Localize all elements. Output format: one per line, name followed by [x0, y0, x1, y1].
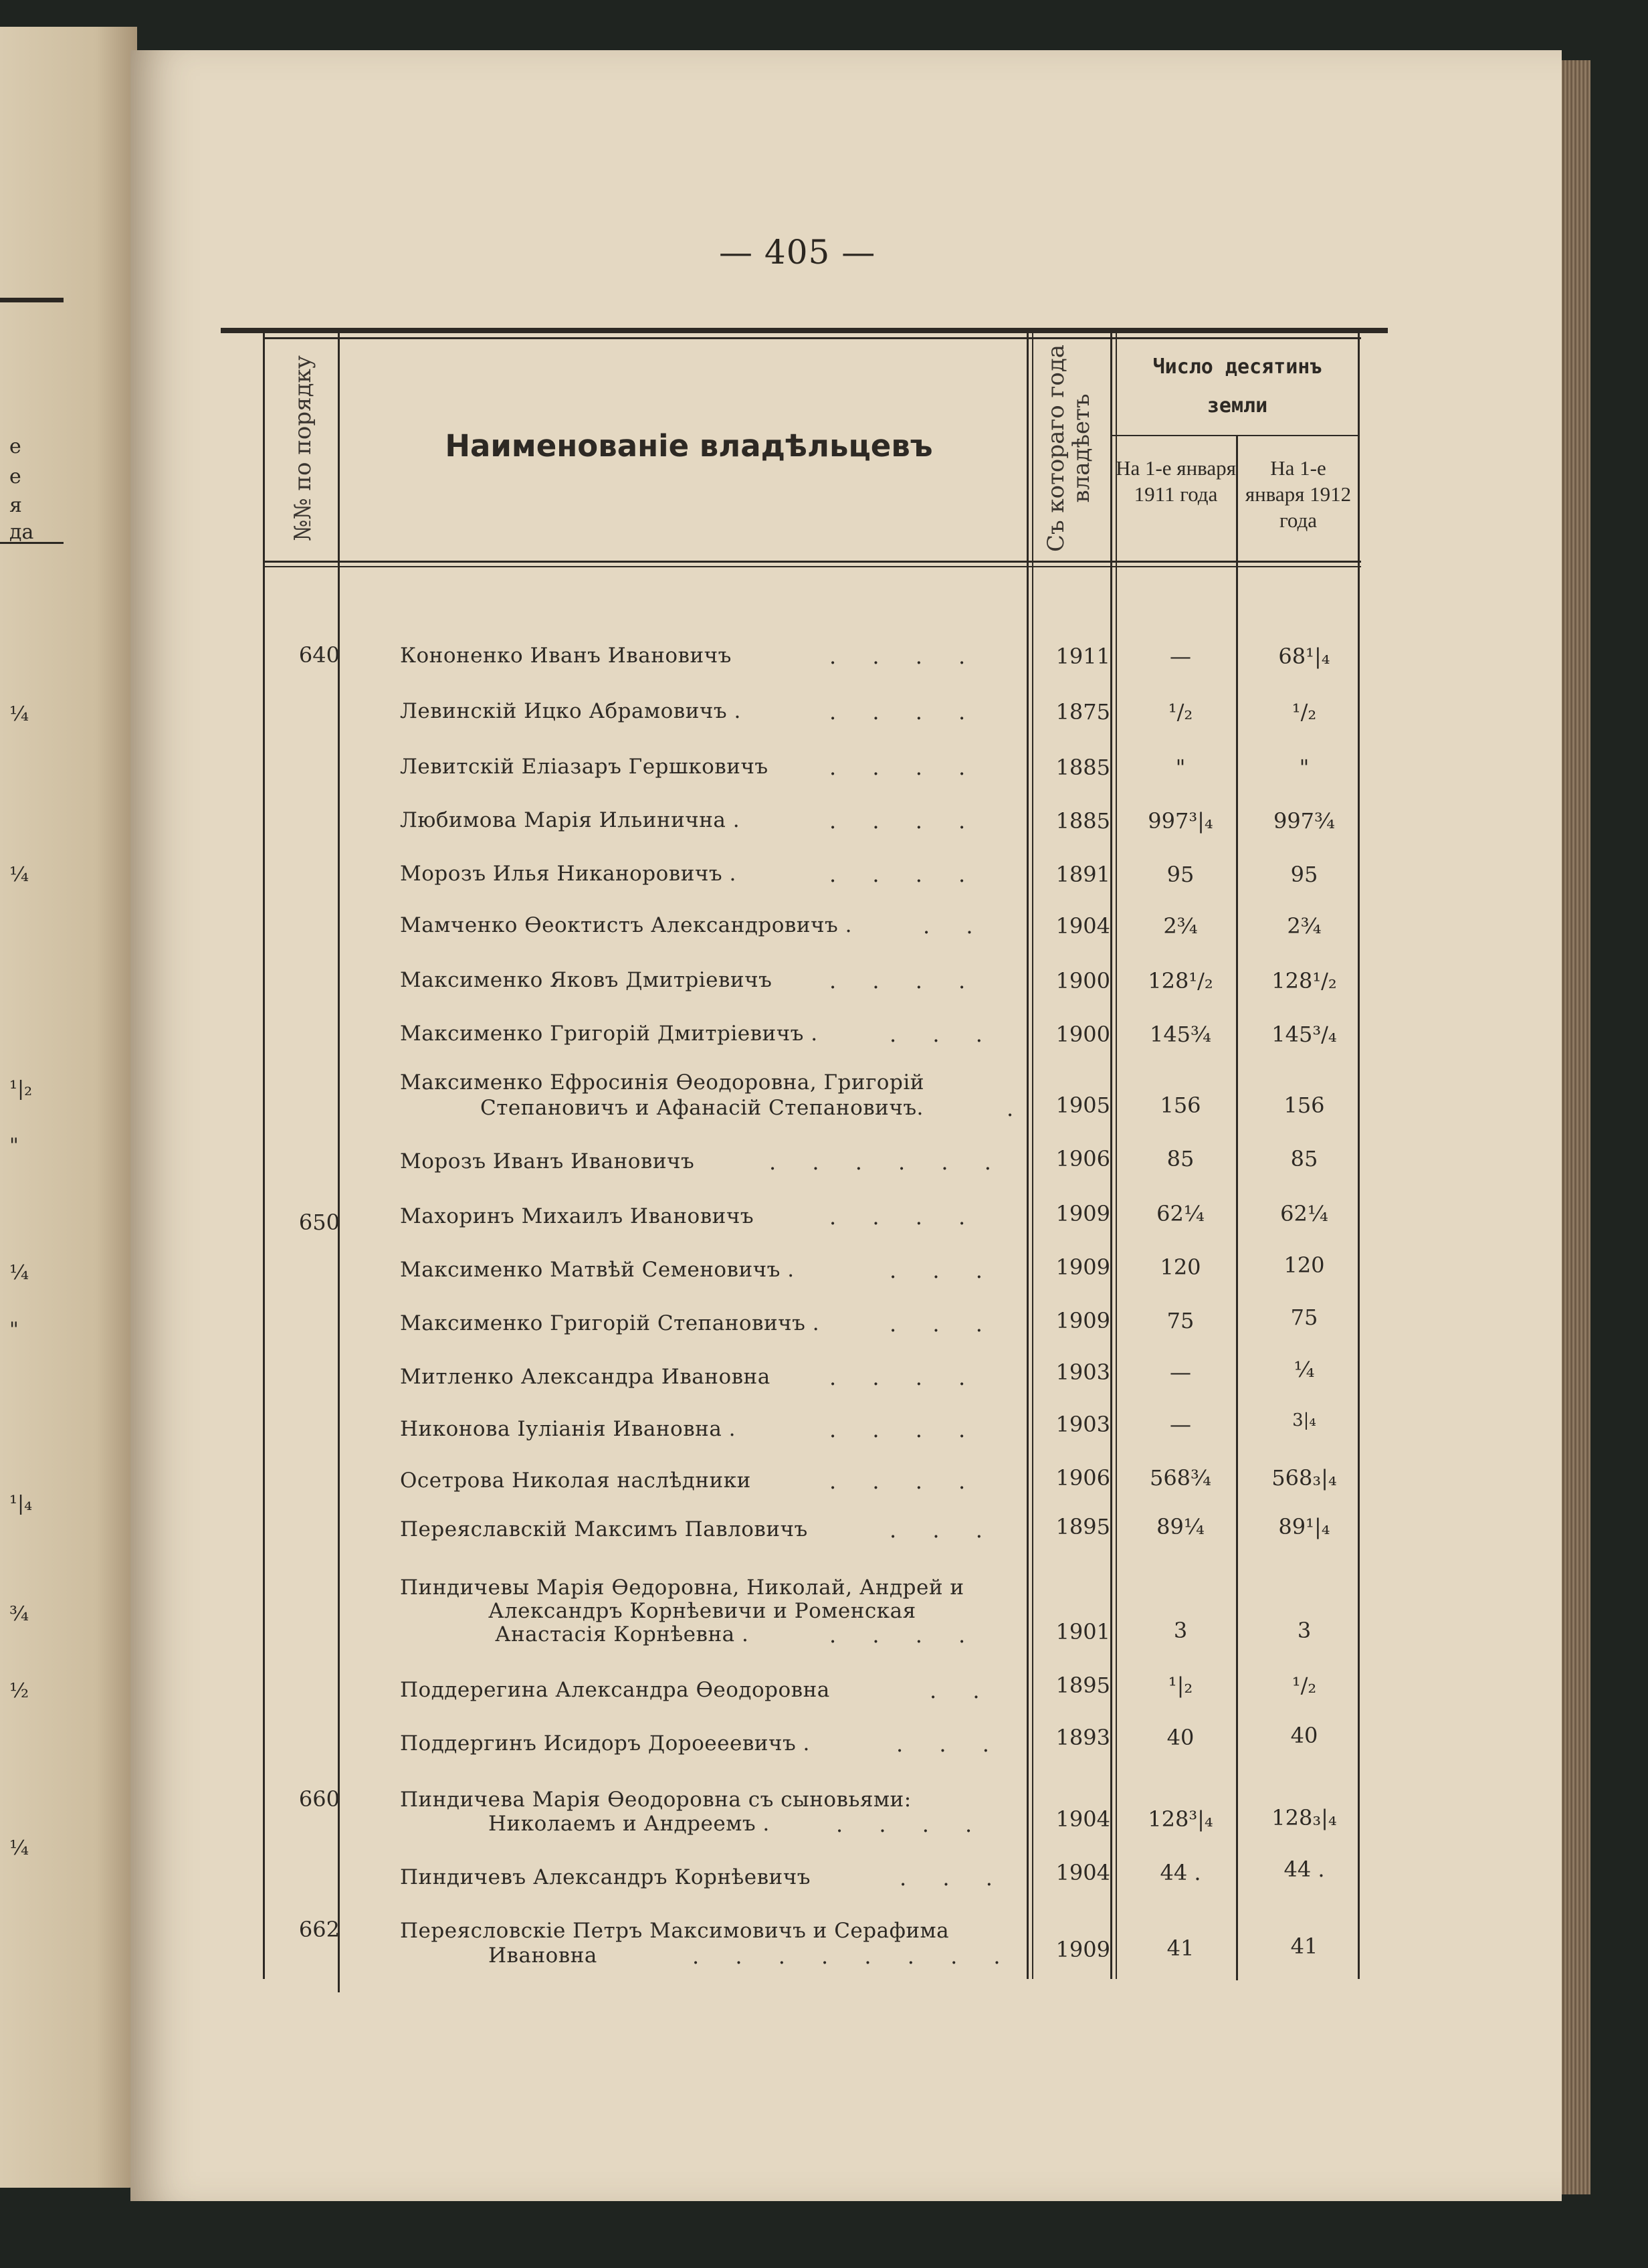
owner-name-continuation: Ивановна — [488, 1944, 597, 1968]
leader-dots: . . . . — [829, 1469, 981, 1494]
year-since: 1909 — [1055, 1308, 1110, 1333]
year-since: 1885 — [1055, 755, 1110, 780]
owner-name: Максименко Григорій Степановичъ . — [400, 1311, 820, 1335]
land-1912: " — [1299, 755, 1310, 780]
land-1911: 568¾ — [1149, 1465, 1212, 1491]
owner-name: Любимова Марія Ильинична . — [400, 808, 740, 832]
page-stack-edge — [1558, 60, 1590, 2194]
leader-dots: . . . — [900, 1865, 1007, 1891]
year-since: 1906 — [1055, 1146, 1110, 1171]
land-1912: ¼ — [1294, 1357, 1315, 1382]
left-page-fragment: ¹|₄ — [9, 1492, 33, 1515]
owner-name: Переясловскіе Петръ Максимовичъ и Серафима — [400, 1919, 950, 1943]
header-number: №№ по порядку — [290, 355, 316, 541]
left-page-fragment: " — [9, 1318, 19, 1341]
leader-dots: . . . . — [829, 1365, 981, 1390]
left-page-rule — [0, 298, 64, 302]
table-left-border — [263, 333, 265, 1979]
leader-dots: . . — [923, 913, 988, 939]
land-1911: ¹/₂ — [1168, 699, 1193, 725]
left-page-fragment: я — [9, 494, 22, 517]
leader-dots: . — [1007, 1096, 1029, 1121]
year-since: 1903 — [1055, 1412, 1110, 1437]
land-1911: 156 — [1160, 1093, 1201, 1118]
owner-name: Морозъ Иванъ Ивановичъ — [400, 1149, 695, 1173]
leader-dots: . . . . . . — [769, 1149, 1006, 1175]
land-1911: 128³|₄ — [1148, 1806, 1213, 1832]
left-page-fragment: ¼ — [9, 702, 29, 726]
land-1912: ¹/₂ — [1292, 699, 1317, 725]
leader-dots: . . . . — [829, 755, 981, 780]
land-1911: — — [1170, 1412, 1191, 1437]
header-bottom-rule — [264, 561, 1361, 563]
land-1912: 3|₄ — [1292, 1410, 1316, 1430]
year-since: 1906 — [1055, 1465, 1110, 1491]
year-since: 1909 — [1055, 1201, 1110, 1226]
land-1912: 120 — [1283, 1252, 1325, 1278]
row-number: 650 — [298, 1210, 340, 1235]
owner-name: Пиндичевъ Александръ Корнѣевичъ — [400, 1865, 811, 1889]
owner-name: Максименко Григорій Дмитріевичъ . — [400, 1022, 818, 1046]
owner-name: Мамченко Өеоктистъ Александровичъ . — [400, 913, 852, 937]
leader-dots: . . . . — [829, 1622, 981, 1648]
year-since: 1903 — [1055, 1359, 1110, 1385]
year-since: 1895 — [1055, 1673, 1110, 1698]
owner-name: Максименко Матвѣй Семеновичъ . — [400, 1258, 795, 1282]
land-1911: 75 — [1166, 1308, 1195, 1333]
land-1911: 44 . — [1160, 1860, 1201, 1885]
land-1912: 3 — [1297, 1618, 1312, 1643]
left-page-fragment: е — [9, 465, 21, 488]
land-1912: 997¾ — [1273, 808, 1336, 834]
owner-name: Морозъ Илья Никаноровичъ . — [400, 862, 736, 886]
owner-name: Переяславскій Максимъ Павловичъ — [400, 1517, 808, 1541]
land-1912: 128₃|₄ — [1271, 1805, 1337, 1830]
land-1911: 120 — [1160, 1254, 1201, 1280]
header-bottom-rule-thin — [264, 566, 1361, 567]
leader-dots: . . . . . . . . — [692, 1944, 1015, 1969]
owner-name: Максименко Ефросинія Өеодоровна, Григорій — [400, 1070, 924, 1095]
leader-dots: . . . — [890, 1022, 997, 1047]
leader-dots: . . . — [896, 1731, 1004, 1757]
land-1911: — — [1170, 1359, 1191, 1385]
table-top-rule — [221, 328, 1388, 333]
row-number: 640 — [298, 642, 340, 668]
owner-name: Пиндичева Марія Өеодоровна съ сыновьями: — [400, 1788, 912, 1812]
land-1911: 145¾ — [1149, 1022, 1212, 1047]
year-since: 1895 — [1055, 1514, 1110, 1539]
land-1912: 145³/₄ — [1271, 1022, 1337, 1047]
owner-name: Поддерегина Александра Өеодоровна — [400, 1678, 830, 1702]
owner-name: Никонова Іуліанія Ивановна . — [400, 1417, 736, 1441]
year-since: 1905 — [1055, 1093, 1110, 1118]
land-1911: 40 — [1166, 1725, 1195, 1750]
land-1912: 568₃|₄ — [1271, 1465, 1337, 1491]
owner-name-continuation: Александръ Корнѣевичи и Роменская — [488, 1599, 916, 1623]
left-page-fragment: ¾ — [9, 1602, 29, 1626]
year-since: 1885 — [1055, 808, 1110, 834]
year-since: 1911 — [1055, 644, 1110, 669]
owner-name: Осетрова Николая наслѣдники — [400, 1469, 751, 1493]
year-since: 1893 — [1055, 1725, 1110, 1750]
year-since: 1904 — [1055, 913, 1110, 939]
year-since: 1904 — [1055, 1806, 1110, 1832]
year-since: 1900 — [1055, 1022, 1110, 1047]
owner-name: Левинскій Ицко Абрамовичъ . — [400, 699, 741, 723]
owner-name-continuation: Степановичъ и Афанасій Степановичъ. — [480, 1096, 924, 1120]
leader-dots: . . . . — [829, 699, 981, 725]
land-1912: 89¹|₄ — [1278, 1514, 1330, 1539]
column-rule-name-double — [1032, 333, 1033, 1979]
left-page-fragment: да — [9, 521, 34, 544]
year-since: 1891 — [1055, 862, 1110, 887]
land-1912: 85 — [1290, 1146, 1318, 1171]
owner-name: Левитскій Еліазаръ Гершковичъ — [400, 755, 768, 779]
leader-dots: . . . . — [829, 968, 981, 994]
land-1911: 85 — [1166, 1146, 1195, 1171]
land-1911: 128¹/₂ — [1148, 968, 1213, 994]
table-top-rule-thin — [264, 337, 1361, 339]
owner-name: Максименко Яковъ Дмитріевичъ — [400, 968, 772, 992]
column-rule-year — [1110, 333, 1112, 1979]
leader-dots: . . . . — [829, 644, 981, 669]
year-since: 1909 — [1055, 1254, 1110, 1280]
left-page-fragment: " — [9, 1134, 19, 1157]
left-page-fragment: ¼ — [9, 1836, 29, 1860]
land-1912: 95 — [1290, 862, 1318, 887]
leader-dots: . . . . — [829, 862, 981, 887]
leader-dots: . . . — [890, 1258, 997, 1283]
land-1912: 44 . — [1283, 1857, 1325, 1882]
land-1912: 62¼ — [1280, 1201, 1328, 1226]
leader-dots: . . . . — [829, 808, 981, 834]
land-1912: 2¾ — [1287, 913, 1322, 939]
leader-dots: . . . — [890, 1311, 997, 1337]
leader-dots: . . . . — [836, 1812, 987, 1837]
page-number: — 405 — — [719, 233, 876, 272]
land-1911: 62¼ — [1156, 1201, 1205, 1226]
land-1912: 75 — [1290, 1305, 1318, 1330]
leader-dots: . . . . — [829, 1417, 981, 1442]
land-1912: 156 — [1283, 1093, 1325, 1118]
land-1911: 89¼ — [1156, 1514, 1205, 1539]
land-1912: 68¹|₄ — [1278, 644, 1330, 669]
land-1911: 997³|₄ — [1148, 808, 1213, 834]
row-number: 662 — [298, 1917, 340, 1942]
owner-name: Пиндичевы Марія Өедоровна, Николай, Андрей и — [400, 1576, 964, 1600]
header-land-group: Число десятинъ земли — [1152, 355, 1322, 417]
owner-name: Махоринъ Михаилъ Ивановичъ — [400, 1204, 754, 1228]
column-rule-name — [1027, 333, 1029, 1979]
header-1912: На 1-е января 1912 года — [1245, 456, 1352, 532]
left-page-edge — [0, 27, 137, 2188]
year-since: 1909 — [1055, 1937, 1110, 1962]
land-1911: — — [1170, 644, 1191, 669]
land-1911: ¹|₂ — [1168, 1673, 1193, 1698]
land-1911: " — [1175, 755, 1186, 780]
land-1911: 2¾ — [1163, 913, 1198, 939]
land-1912: 40 — [1290, 1723, 1318, 1748]
left-page-fragment: ¼ — [9, 863, 29, 886]
left-page-fragment: ¹|₂ — [9, 1077, 33, 1101]
owner-name-continuation: Анастасія Корнѣевна . — [495, 1622, 749, 1646]
left-page-fragment: ¼ — [9, 1261, 29, 1285]
land-1911: 41 — [1166, 1935, 1195, 1961]
left-page-fragment: ½ — [9, 1679, 29, 1703]
land-1912: 41 — [1290, 1933, 1318, 1959]
year-since: 1901 — [1055, 1619, 1110, 1644]
header-owner-name: Наименованіе владѣльцевъ — [445, 428, 933, 464]
owner-name: Кононенко Иванъ Ивановичъ — [400, 644, 732, 668]
land-1912: 128¹/₂ — [1271, 968, 1337, 994]
header-since-year: Съ котораго года владѣетъ — [1043, 344, 1095, 553]
leader-dots: . . . . — [829, 1204, 981, 1230]
land-1912: ¹/₂ — [1292, 1673, 1317, 1698]
subheader-rule — [1110, 435, 1358, 436]
land-1911: 95 — [1166, 862, 1195, 887]
left-page-fragment: е — [9, 435, 21, 458]
header-1911: На 1-е января 1911 года — [1116, 456, 1236, 506]
owner-name-continuation: Николаемъ и Андреемъ . — [488, 1812, 770, 1836]
land-1911: 3 — [1173, 1618, 1188, 1643]
year-since: 1900 — [1055, 968, 1110, 994]
row-number: 660 — [298, 1786, 340, 1812]
year-since: 1875 — [1055, 699, 1110, 725]
owner-name: Митленко Александра Ивановна — [400, 1365, 770, 1389]
year-since: 1904 — [1055, 1860, 1110, 1885]
owner-name: Поддергинъ Исидоръ Дороееевичъ . — [400, 1731, 810, 1756]
leader-dots: . . . — [890, 1517, 997, 1543]
column-rule-number — [338, 333, 340, 1992]
leader-dots: . . — [930, 1678, 995, 1703]
